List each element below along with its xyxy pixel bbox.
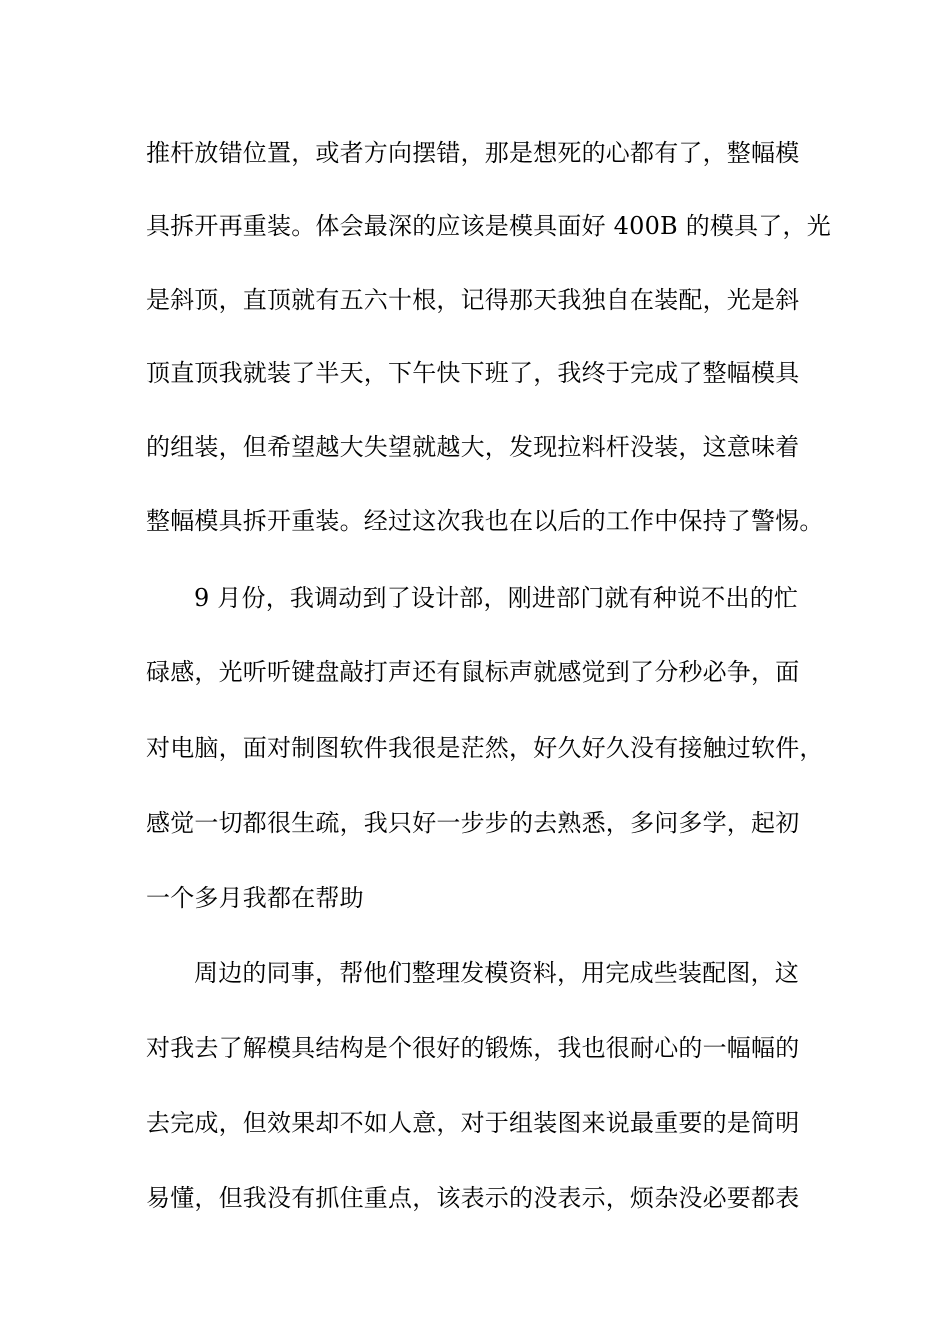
text-line: 整幅模具拆开重装。经过这次我也在以后的工作中保持了警惕。 [146, 507, 824, 535]
text-line: 一个多月我都在帮助 [146, 884, 364, 912]
text-line: 感觉一切都很生疏，我只好一步步的去熟悉，多问多学，起初 [146, 809, 800, 837]
text-line: 推杆放错位置，或者方向摆错，那是想死的心都有了，整幅模 [146, 139, 800, 167]
paragraph-first-line: 周边的同事，帮他们整理发模资料，用完成些装配图，这 [194, 959, 799, 987]
text-line: 易懂，但我没有抓住重点，该表示的没表示，烦杂没必要都表 [146, 1184, 800, 1212]
text-line: 去完成，但效果却不如人意，对于组装图来说最重要的是简明 [146, 1109, 800, 1137]
text-line: 碌感，光听听键盘敲打声还有鼠标声就感觉到了分秒必争，面 [146, 658, 800, 686]
text-line: 具拆开再重装。体会最深的应该是模具面好 400B 的模具了，光 [146, 212, 831, 240]
text-line: 是斜顶，直顶就有五六十根，记得那天我独自在装配，光是斜 [146, 286, 800, 314]
paragraph-first-line: 9 月份，我调动到了设计部，刚进部门就有种说不出的忙 [194, 584, 799, 612]
text-line: 对我去了解模具结构是个很好的锻炼，我也很耐心的一幅幅的 [146, 1034, 800, 1062]
text-line: 顶直顶我就装了半天，下午快下班了，我终于完成了整幅模具 [146, 359, 800, 387]
text-line: 的组装，但希望越大失望就越大，发现拉料杆没装，这意味着 [146, 433, 800, 461]
text-line: 对电脑，面对制图软件我很是茫然，好久好久没有接触过软件， [146, 734, 824, 762]
